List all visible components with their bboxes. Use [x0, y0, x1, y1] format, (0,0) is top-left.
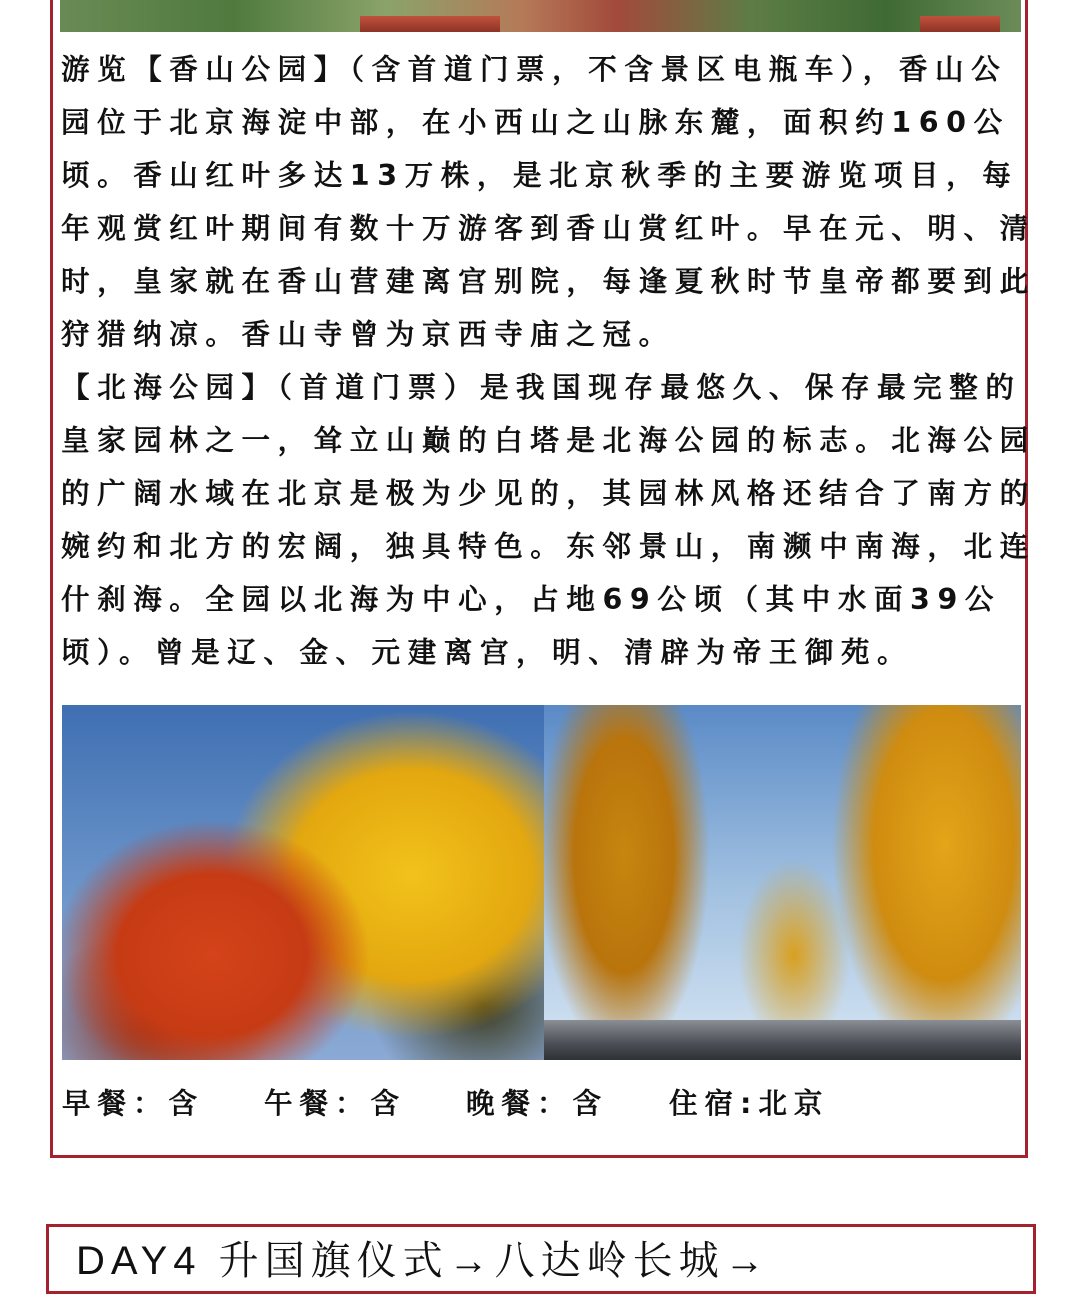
parked-cars [544, 1020, 1021, 1060]
temple-roof [360, 16, 500, 32]
lodging-info: 住宿:北京 [669, 1087, 830, 1120]
xiangshan-description: 游览【香山公园】（含首道门票，不含景区电瓶车），香山公园位于北京海淀中部，在小西山之山脉东麓，面积约160公顷。香山红叶多达13万株，是北京秋季的主要游览项目，每年观赏红叶期间有数十万游客到香山赏红叶。早在元、明、清时，皇家就在香山营建离宫别院，每逢夏秋时节皇帝都要到此狩猎纳凉。香山寺曾为京西寺庙之冠。 [61, 53, 1036, 351]
temple-photo-strip [60, 0, 1021, 32]
autumn-photos [62, 705, 1021, 1060]
temple-roof [920, 16, 1000, 32]
dinner-info: 晚餐：含 [466, 1087, 609, 1120]
day4-title: DAY4 升国旗仪式→八达岭长城→ [76, 1239, 771, 1283]
beihai-description: 【北海公园】（首道门票）是我国现存最悠久、保存最完整的皇家园林之一，耸立山巅的白塔是北海公园的标志。北海公园的广阔水域在北京是极为少见的，其园林风格还结合了南方的婉约和北方的宏阔，独具特色。东邻景山，南濒中南海，北连什刹海。全园以北海为中心，占地69公顷（其中水面39公顷）。曾是辽、金、元建离宫，明、清辟为帝王御苑。 [61, 371, 1036, 669]
meal-info [62, 1082, 962, 1126]
breakfast-info: 早餐：含 [62, 1087, 205, 1120]
ginkgo-avenue-photo [544, 705, 1021, 1060]
lunch-info: 午餐：含 [264, 1087, 407, 1120]
red-yellow-autumn-trees-photo [62, 705, 544, 1060]
